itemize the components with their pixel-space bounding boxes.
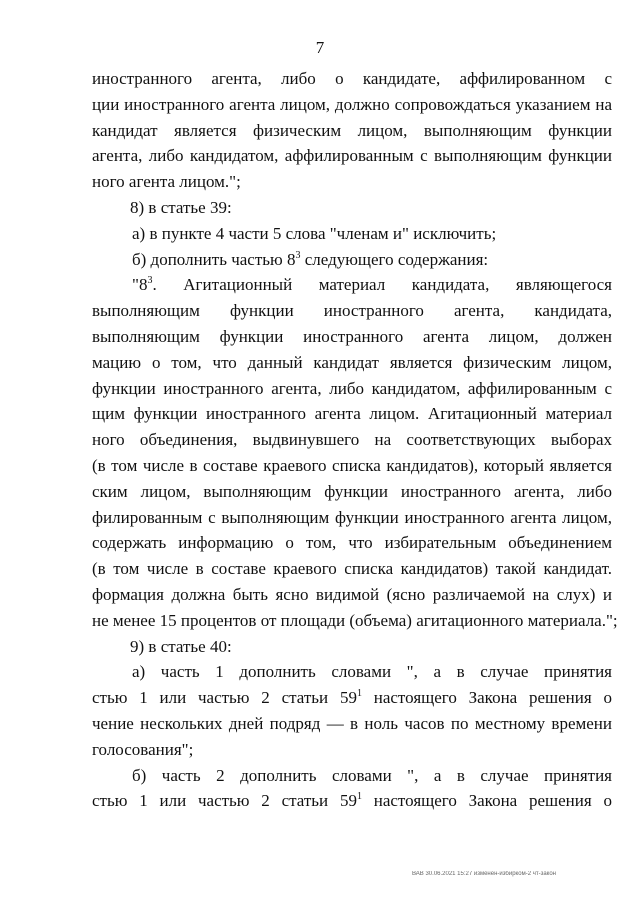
text-line: филированным с выполняющим функции иностранного агента лицом, bbox=[92, 507, 612, 527]
text-span: следующего содержания: bbox=[300, 249, 489, 269]
text-span: стью 1 или частью 2 статьи 59 bbox=[92, 688, 357, 708]
text-line: (в том числе в составе краевого списка кандидатов) такой кандидат. bbox=[92, 559, 612, 579]
text-line: содержать информацию о том, что избирательным объединением bbox=[92, 533, 612, 553]
text-line: формация должна быть ясно видимой (ясно различаемой на слух) и bbox=[92, 584, 612, 604]
superscript: 3 bbox=[295, 249, 301, 261]
superscript: 1 bbox=[356, 791, 362, 803]
text-span: . Агитационный материал кандидата, являющегося bbox=[152, 275, 612, 295]
text-line: ским лицом, выполняющим функции иностранного агента, либо bbox=[92, 481, 612, 501]
text-span: настоящего Закона решения о bbox=[373, 791, 612, 811]
subitem-a: а) часть 1 дополнить словами ", а в случае принятия bbox=[132, 662, 612, 682]
subitem-b bbox=[92, 247, 612, 273]
text-line: ции иностранного агента лицом, должно сопровождаться указанием на bbox=[92, 94, 612, 114]
text-line: выполняющим функции иностранного агента лицом, должен bbox=[92, 326, 612, 346]
text-span: "8 bbox=[132, 275, 148, 295]
text-line: ного агента лицом."; bbox=[92, 172, 241, 192]
text-line: мацию о том, что данный кандидат является физическим лицом, bbox=[92, 352, 612, 372]
text-line bbox=[92, 685, 612, 711]
text-line: функции иностранного агента, либо кандидатом, аффилированным с bbox=[92, 378, 612, 398]
text-line: чение нескольких дней подряд — в ноль часов по местному времени bbox=[92, 713, 612, 733]
text-line: ного объединения, выдвинувшего на соответствующих выборах bbox=[92, 430, 612, 450]
page-number: 7 bbox=[315, 38, 325, 57]
footer-stamp: ВАВ 30.06.2021 15:27 изменен-избирком-2 чт-закон bbox=[412, 871, 556, 877]
text-line: агента, либо кандидатом, аффилированным с выполняющим функции bbox=[92, 146, 612, 166]
text-span: стью 1 или частью 2 статьи 59 bbox=[92, 791, 357, 811]
subitem-b: б) часть 2 дополнить словами ", а в случае принятия bbox=[132, 765, 612, 785]
text-line: иностранного агента, либо о кандидате, аффилированном с bbox=[92, 69, 612, 88]
quoted-paragraph-start bbox=[92, 272, 612, 298]
text-line: голосования"; bbox=[92, 739, 194, 759]
text-line bbox=[92, 788, 612, 814]
text-line: (в том числе в составе краевого списка кандидатов), который является bbox=[92, 455, 612, 475]
document-body bbox=[92, 66, 618, 814]
subitem-a: а) в пункте 4 части 5 слова "членам и" исключить; bbox=[132, 223, 497, 243]
text-line: щим функции иностранного агента лицом. Агитационный материал bbox=[92, 404, 612, 424]
text-span: б) дополнить частью 8 bbox=[132, 249, 296, 269]
text-line: не менее 15 процентов от площади (объема) агитационного материала."; bbox=[92, 610, 618, 630]
text-line: выполняющим функции иностранного агента, кандидата, bbox=[92, 301, 612, 321]
text-line: кандидат является физическим лицом, выполняющим функции bbox=[92, 120, 612, 140]
list-item-8: 8) в статье 39: bbox=[130, 197, 232, 217]
superscript: 3 bbox=[147, 275, 153, 287]
list-item-9: 9) в статье 40: bbox=[130, 636, 232, 656]
text-span: настоящего Закона решения о bbox=[373, 688, 612, 708]
superscript: 1 bbox=[356, 688, 362, 700]
